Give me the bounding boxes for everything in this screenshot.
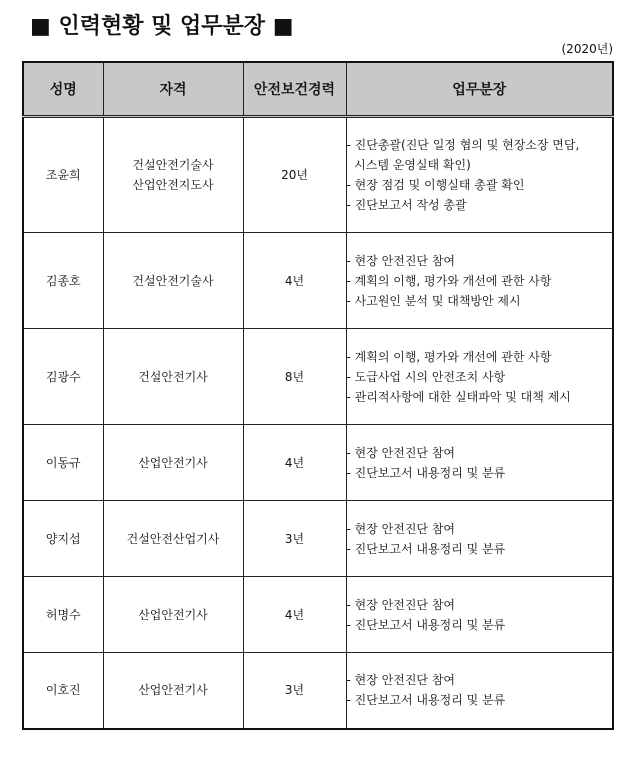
staff-qualification	[103, 577, 243, 653]
duty-item: - 현장 안전진단 참여	[346, 445, 456, 460]
table-row	[23, 425, 613, 501]
duty-list	[347, 670, 613, 710]
staff-experience: 20년	[243, 117, 346, 233]
duty-list	[347, 347, 613, 407]
staff-experience: 8년	[243, 329, 346, 425]
table-row	[23, 117, 613, 233]
duty-item: - 진단보고서 내용정리 및 분류	[346, 465, 506, 480]
staff-name: 김광수	[23, 329, 103, 425]
staff-experience: 4년	[243, 233, 346, 329]
table-row	[23, 501, 613, 577]
table-row	[23, 653, 613, 729]
staff-duties	[346, 329, 613, 425]
staff-duties	[346, 653, 613, 729]
staff-name: 이동규	[23, 425, 103, 501]
staff-table	[22, 61, 614, 730]
duty-item: - 현장 안전진단 참여	[346, 597, 456, 612]
qualification-item: 건설안전산업기사	[126, 531, 220, 546]
duty-list	[347, 595, 613, 635]
staff-duties	[346, 117, 613, 233]
qualification-item: 건설안전기술사	[132, 273, 214, 288]
qualification-item: 산업안전기사	[138, 683, 208, 698]
header-duties: 업무분장	[346, 62, 613, 117]
duty-list	[347, 519, 613, 559]
staff-experience: 3년	[243, 501, 346, 577]
staff-qualification	[103, 117, 243, 233]
staff-duties	[346, 233, 613, 329]
table-row	[23, 577, 613, 653]
duty-list	[347, 251, 613, 311]
staff-qualification	[103, 501, 243, 577]
staff-name: 허명수	[23, 577, 103, 653]
header-qualification: 자격	[103, 62, 243, 117]
header-name: 성명	[23, 62, 103, 117]
staff-duties	[346, 501, 613, 577]
qualification-item: 산업안전기사	[138, 455, 208, 470]
staff-experience: 4년	[243, 577, 346, 653]
qualification-item: 산업안전기사	[138, 607, 208, 622]
page-title: ■ 인력현황 및 업무분장 ■	[30, 14, 294, 39]
duty-list	[347, 135, 613, 215]
table-row	[23, 233, 613, 329]
duty-item: - 계획의 이행, 평가와 개선에 관한 사항	[346, 349, 552, 364]
duty-item: - 계획의 이행, 평가와 개선에 관한 사항	[346, 273, 552, 288]
staff-name: 조윤희	[23, 117, 103, 233]
staff-experience: 3년	[243, 653, 346, 729]
duty-item: - 현장 안전진단 참여	[346, 673, 456, 688]
staff-duties	[346, 425, 613, 501]
staff-duties	[346, 577, 613, 653]
table-row	[23, 329, 613, 425]
staff-name: 김종호	[23, 233, 103, 329]
staff-name: 양지섭	[23, 501, 103, 577]
qualification-item: 건설안전기술사	[132, 158, 214, 172]
duty-list	[347, 443, 613, 483]
staff-qualification	[103, 233, 243, 329]
duty-item: - 진단보고서 작성 총괄	[346, 198, 467, 212]
staff-qualification	[103, 425, 243, 501]
duty-item: - 현장 안전진단 참여	[346, 253, 456, 268]
staff-experience: 4년	[243, 425, 346, 501]
duty-item: - 진단보고서 내용정리 및 분류	[346, 693, 506, 708]
staff-qualification	[103, 653, 243, 729]
table-header-row	[23, 62, 613, 117]
staff-qualification	[103, 329, 243, 425]
duty-item: - 현장 안전진단 참여	[346, 521, 456, 536]
year-note: (2020년)	[561, 42, 613, 56]
duty-item: - 진단보고서 내용정리 및 분류	[346, 541, 506, 556]
qualification-item: 산업안전지도사	[132, 178, 214, 192]
duty-item: - 사고원인 분석 및 대책방안 제시	[346, 293, 521, 308]
staff-name: 이호진	[23, 653, 103, 729]
duty-item: - 관리적사항에 대한 실태파악 및 대책 제시	[346, 389, 571, 404]
duty-item: - 진단총괄(진단 일정 협의 및 현장소장 면담,	[346, 138, 580, 152]
header-experience: 안전보건경력	[243, 62, 346, 117]
table-body	[23, 117, 613, 729]
qualification-item: 건설안전기사	[138, 369, 208, 384]
duty-item: - 현장 점검 및 이행실태 총괄 확인	[346, 178, 525, 192]
duty-item: - 진단보고서 내용정리 및 분류	[346, 617, 506, 632]
duty-item: 시스템 운영실태 확인)	[346, 158, 471, 172]
duty-item: - 도급사업 시의 안전조치 사항	[346, 369, 506, 384]
